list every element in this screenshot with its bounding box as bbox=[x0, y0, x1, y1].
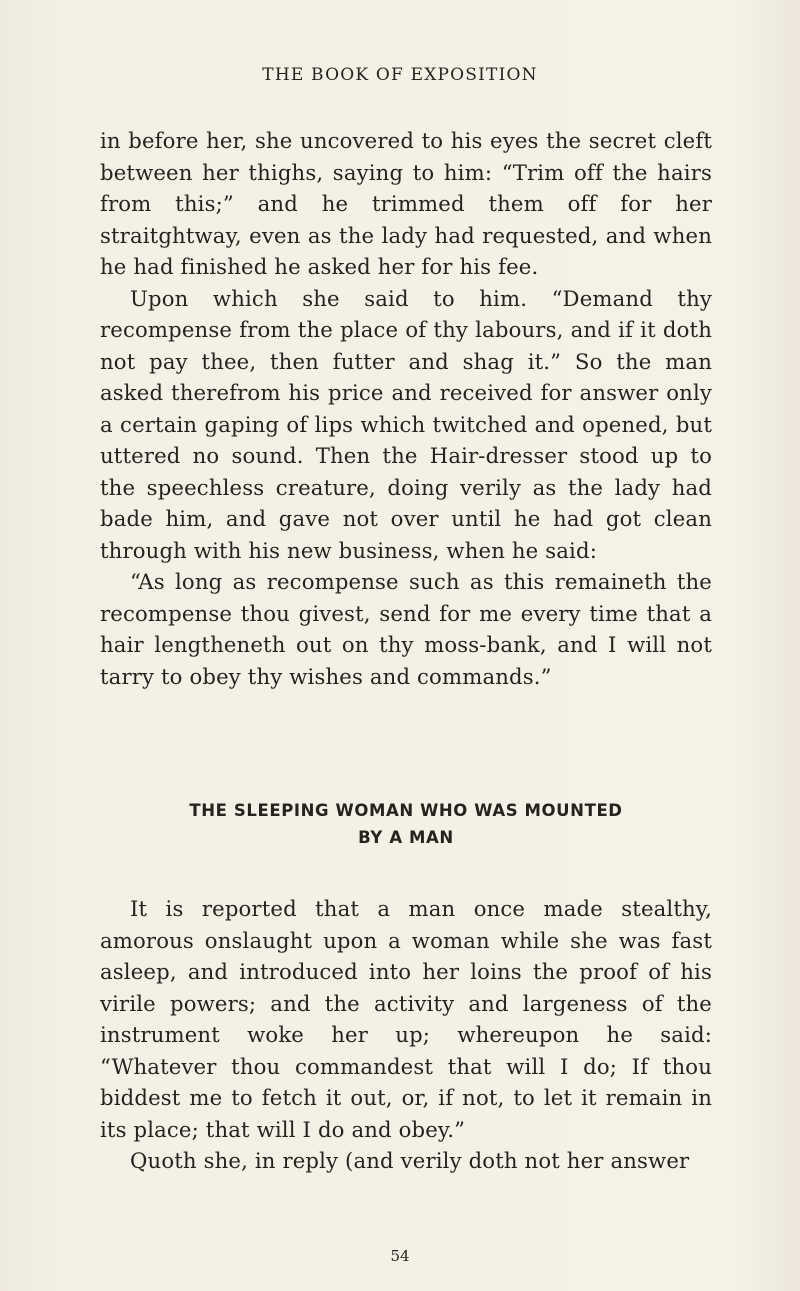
bottom-text-block bbox=[100, 893, 712, 1177]
section-heading-line-2: BY A MAN bbox=[358, 828, 454, 847]
paragraph: Quoth she, in reply (and verily doth not her answer bbox=[130, 1148, 690, 1173]
paragraph: Upon which she said to him. “Demand thy recompense from the place of thy labours, and if it doth not pay thee, then futter and shag it.” So the man asked therefrom his price and received for answer only a certain gaping of lips which twitched and opened, but uttered no sound. Then the Hair-dresser stood up to the speechless creature, doing verily as the lady had bade him, and gave not over until he had got clean through with his new business, when he said: bbox=[100, 285, 712, 563]
paragraph-continuation: in before her, she uncovered to his eyes the secret cleft between her thighs, saying to him: “Trim off the hairs from this;” and he trimmed them off for her straitghtway, even as the lady had requested, and when he had finished he asked her for his fee. bbox=[100, 128, 712, 279]
running-head: THE BOOK OF EXPOSITION bbox=[262, 65, 538, 85]
section-heading-line-1: THE SLEEPING WOMAN WHO WAS MOUNTED bbox=[189, 801, 623, 820]
section-heading bbox=[100, 797, 712, 851]
paragraph: It is reported that a man once made stealthy, amorous onslaught upon a woman while she was fast asleep, and introduced into her loins the proof of his virile powers; and the activity and largeness of the instrument woke her up; whereupon he said: “Whatever thou commandest that will I do; If thou biddest me to fetch it out, or, if not, to let it remain in its place; that will I do and obey.” bbox=[100, 896, 712, 1142]
paragraph: “As long as recompense such as this remaineth the recompense thou givest, send for me every time that a hair lengtheneth out on thy moss-bank, and I will not tarry to obey thy wishes and commands.” bbox=[100, 569, 712, 689]
page-number: 54 bbox=[390, 1247, 410, 1265]
top-text-block bbox=[100, 125, 712, 692]
